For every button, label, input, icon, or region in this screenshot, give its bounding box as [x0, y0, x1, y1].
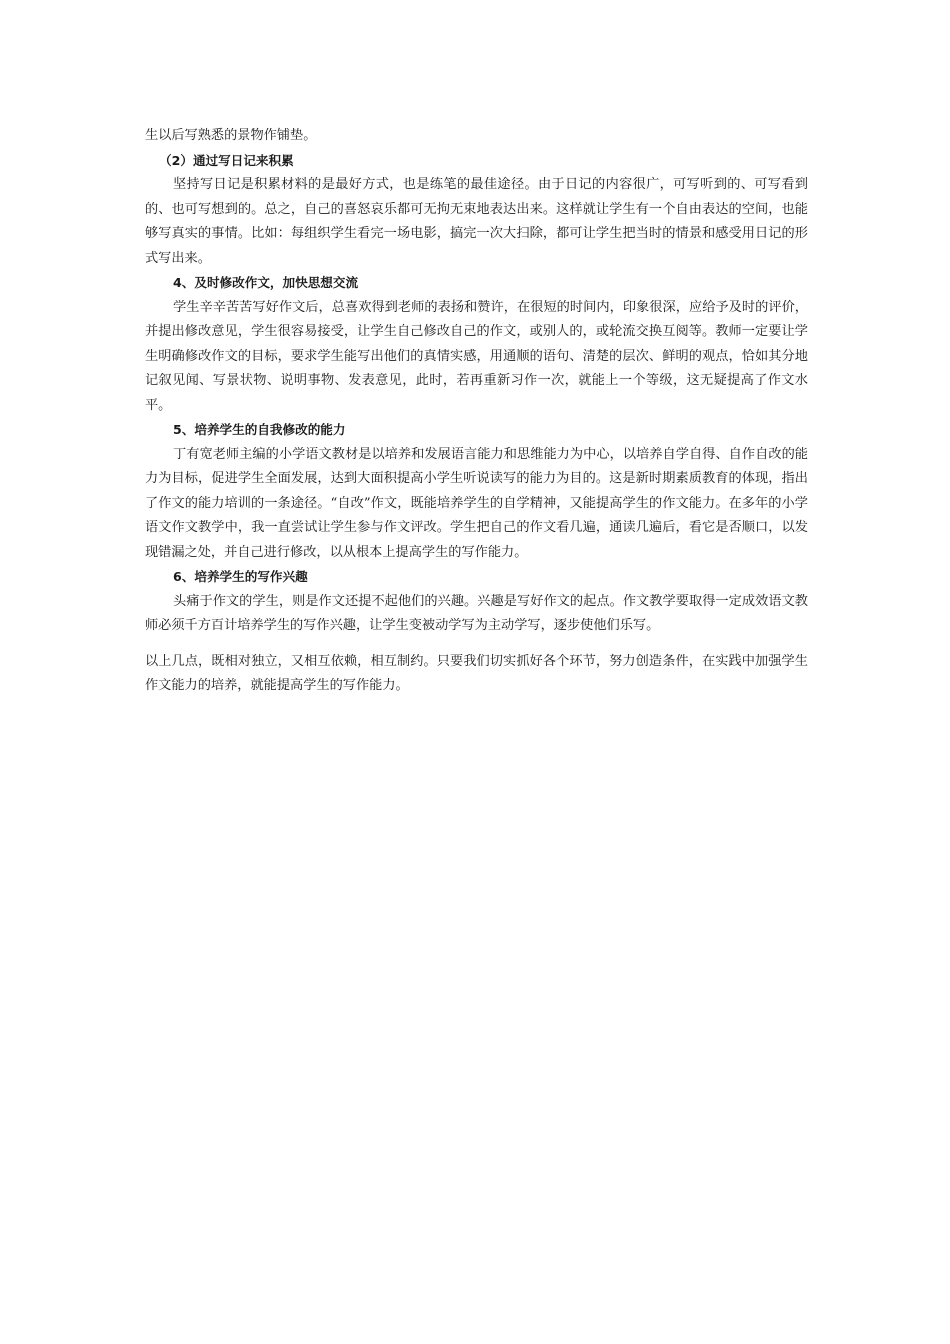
subheading-diary: （2）通过写日记来积累 [159, 152, 294, 168]
heading-section-5: 5、培养学生的自我修改的能力 [173, 422, 346, 437]
paragraph-intro-tail: 生以后写熟悉的景物作铺垫。 [145, 128, 317, 143]
paragraph-conclusion: 以上几点，既相对独立，又相互依赖，相互制约。只要我们切实抓好各个环节，努力创造条件，在实践中加强学生作文能力的培养，就能提高学生的写作能力。 [145, 653, 808, 693]
paragraph-section-6: 头痛于作文的学生，则是作文还提不起他们的兴趣。兴趣是写好作文的起点。作文教学要取得一定成效语文教师必须千方百计培养学生的写作兴趣，让学生变被动学写为主动学写，逐步使他们乐写。 [145, 593, 808, 633]
heading-section-4: 4、及时修改作文，加快思想交流 [173, 275, 359, 290]
document-page [145, 124, 808, 699]
heading-section-6: 6、培养学生的写作兴趣 [173, 569, 308, 584]
paragraph-section-4: 学生辛辛苦苦写好作文后，总喜欢得到老师的表扬和赞许，在很短的时间内，印象很深，应给予及时的评价，并提出修改意见，学生很容易接受，让学生自己修改自己的作文，或别人的，或轮流交换互阅等。教师一定要让学生明确修改作文的目标，要求学生能写出他们的真情实感，用通顺的语句、清楚的层次、鲜明的观点，恰如其分地记叙见闻、写景状物、说明事物、发表意见，此时，若再重新习作一次，就能上一个等级，这无疑提高了作文水平。 [145, 299, 808, 413]
paragraph-diary: 坚持写日记是积累材料的是最好方式，也是练笔的最佳途径。由于日记的内容很广，可写听到的、可写看到的、也可写想到的。总之，自己的喜怒哀乐都可无拘无束地表达出来。这样就让学生有一个自由表达的空间，也能够写真实的事情。比如：每组织学生看完一场电影，搞完一次大扫除，都可让学生把当时的情景和感受用日记的形式写出来。 [145, 177, 808, 266]
paragraph-section-5: 丁有宽老师主编的小学语文教材是以培养和发展语言能力和思维能力为中心，以培养自学自得、自作自改的能力为目标，促进学生全面发展，达到大面积提高小学生听说读写的能力为目的。这是新时期素质教育的体现，指出了作文的能力培训的一条途径。“自改”作文，既能培养学生的自学精神，又能提高学生的作文能力。在多年的小学语文作文教学中，我一直尝试让学生参与作文评改。学生把自己的作文看几遍，通读几遍后，看它是否顺口，以发现错漏之处，并自己进行修改，以从根本上提高学生的写作能力。 [145, 446, 808, 560]
